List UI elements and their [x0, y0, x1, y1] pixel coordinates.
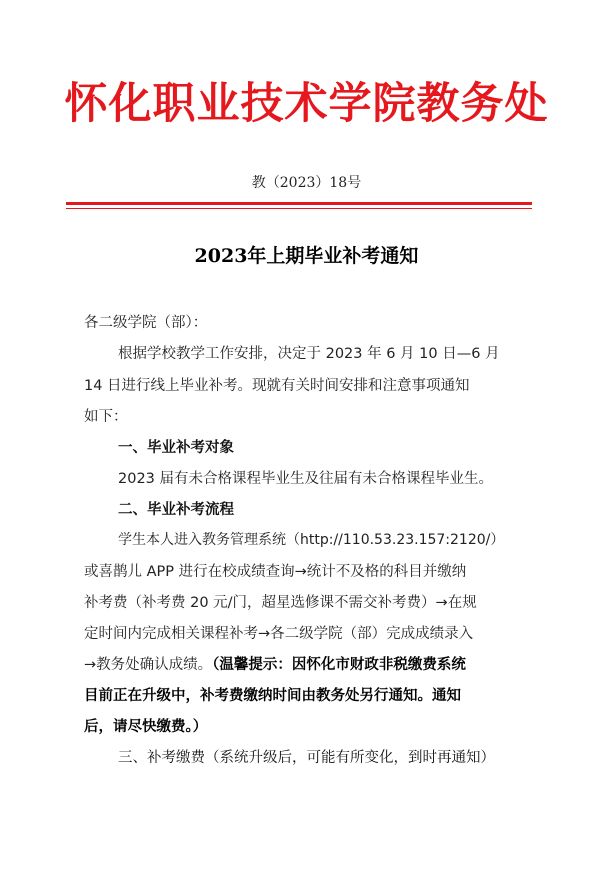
section2-last-plain: →教务处确认成绩。 — [84, 657, 213, 673]
section2-line: 定时间内完成相关课程补考→各二级学院（部）完成成绩录入 — [84, 626, 474, 642]
header-rule-thin — [66, 208, 532, 209]
doc-number: 教（2023）18号 — [251, 175, 362, 191]
org-title: 怀化职业技术学院教务处 — [64, 79, 549, 129]
intro-line: 14 日进行线上毕业补考。现就有关时间安排和注意事项通知 — [84, 378, 470, 394]
section2-line: 补考费（补考费 20 元/门，超星选修课不需交补考费）→在规 — [84, 595, 477, 611]
section3-heading: 三、补考缴费（系统升级后，可能有所变化，到时再通知） — [118, 750, 495, 766]
section1-heading: 一、毕业补考对象 — [118, 440, 234, 456]
salutation: 各二级学院（部）： — [84, 315, 208, 331]
intro-line: 根据学校教学工作安排，决定于 2023 年 6 月 10 日—6 月 — [118, 346, 500, 362]
warm-tip-line: 后，请尽快缴费。） — [84, 719, 208, 735]
section2-line: 学生本人进入教务管理系统（http://110.53.23.157:2120/） — [118, 532, 505, 548]
section2-line: 或喜鹊儿 APP 进行在校成绩查询→统计不及格的科目并缴纳 — [84, 564, 467, 580]
section1-text: 2023 届有未合格课程毕业生及往届有未合格课程毕业生。 — [118, 471, 494, 487]
section2-heading: 二、毕业补考流程 — [118, 502, 234, 518]
notice-title: 2023年上期毕业补考通知 — [194, 245, 419, 267]
warm-tip-start: （温馨提示：因怀化市财政非税缴费系统 — [212, 657, 466, 673]
header-rule-thick — [66, 202, 532, 205]
intro-line: 如下： — [84, 409, 128, 425]
section2-last-line — [84, 653, 528, 674]
warm-tip-line: 目前正在升级中，补考费缴纳时间由教务处另行通知。通知 — [84, 688, 461, 704]
